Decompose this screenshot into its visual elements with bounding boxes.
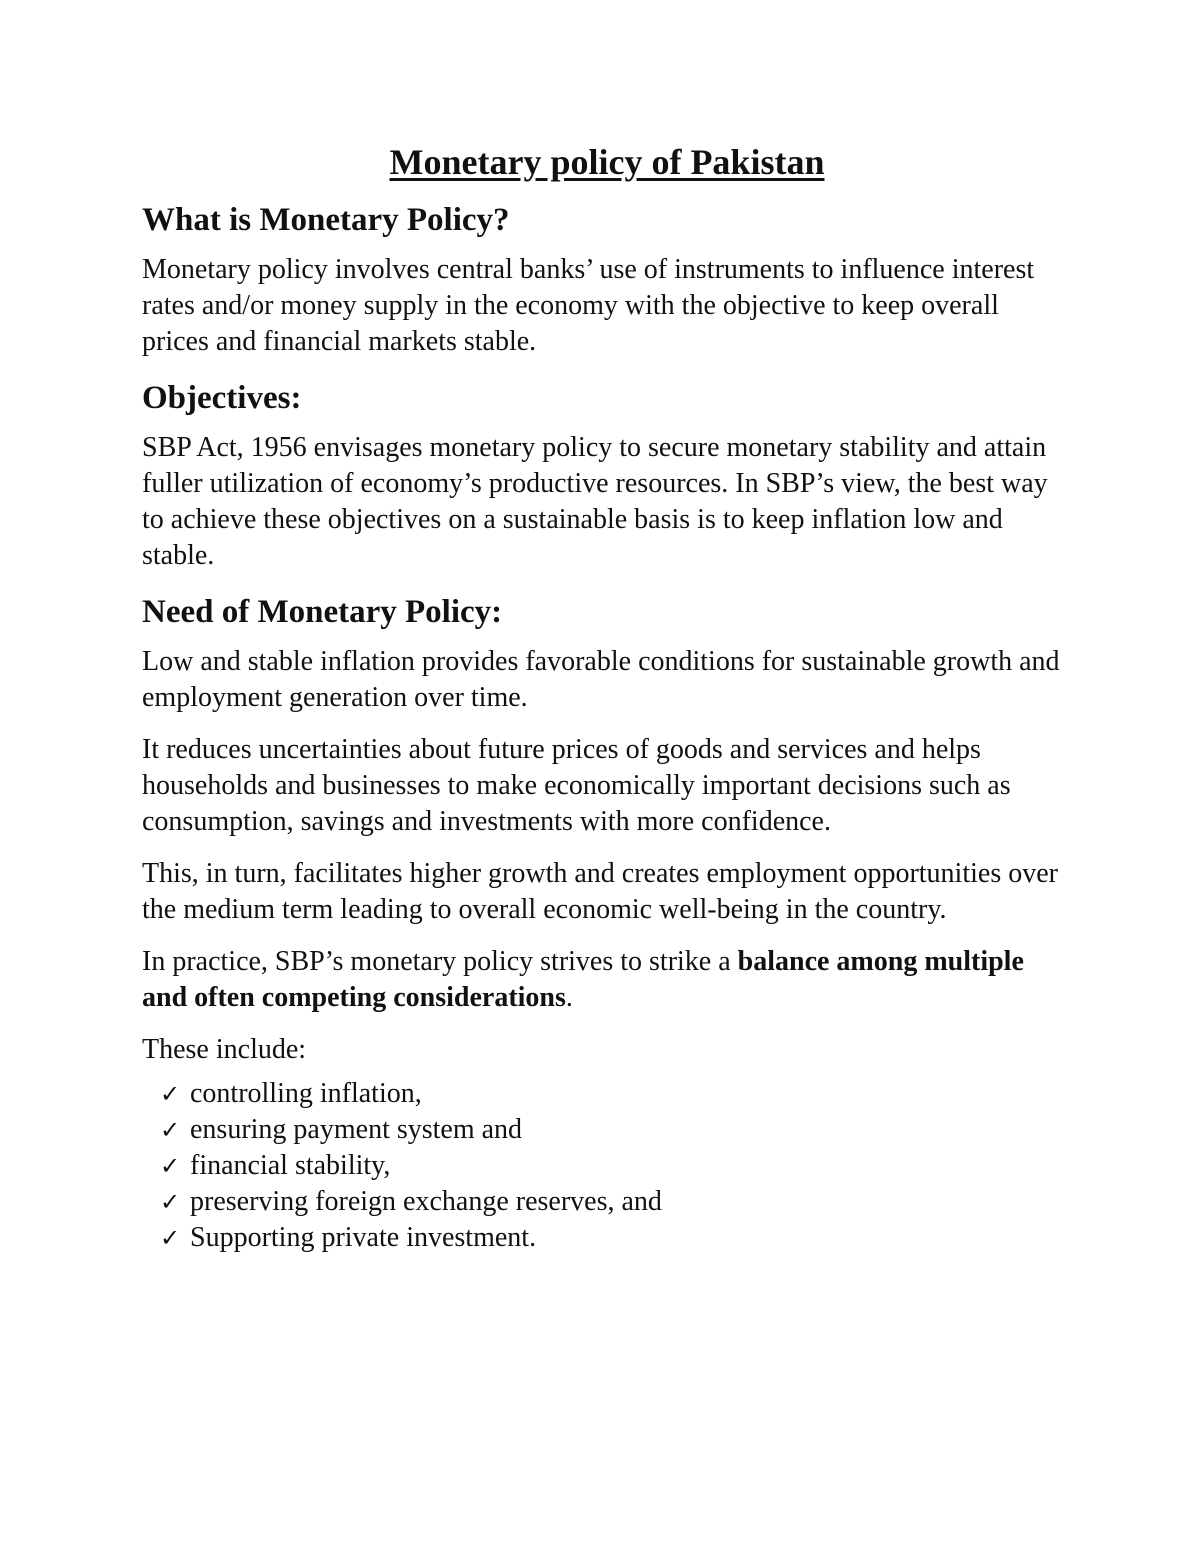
section-need [142,590,1072,1256]
document-title: Monetary policy of Pakistan [389,142,825,182]
list-item [160,1220,1072,1256]
list-item [160,1112,1072,1148]
list-item-text: financial stability, [190,1150,391,1181]
list-item [160,1148,1072,1184]
check-icon: ✓ [160,1224,181,1252]
paragraph-definition: Monetary policy involves central banks’ use of instruments to influence interest rates and/or money supply in the economy with the objective to keep overall prices and financial markets stable. [142,254,1035,357]
practice-tail: . [565,982,573,1013]
list-item [160,1184,1072,1220]
paragraph-need-1: Low and stable inflation provides favorable conditions for sustainable growth and employment generation over time. [142,646,1060,713]
paragraph-need-2: It reduces uncertainties about future prices of goods and services and helps households and businesses to make economically important decisions such as consumption, savings and investments with more confidence. [142,734,1011,837]
section-what-is [142,198,1072,360]
list-item-text: preserving foreign exchange reserves, and [190,1186,662,1217]
practice-bold: balance among multiple and often competing considerations [142,946,1024,1013]
list-intro: These include: [142,1034,307,1065]
paragraph-objectives: SBP Act, 1956 envisages monetary policy to secure monetary stability and attain fuller utilization of economy’s productive resources. In SBP’s view, the best way to achieve these objectives on a sustainable basis is to keep inflation low and stable. [142,432,1048,571]
list-item [160,1076,1072,1112]
check-icon: ✓ [160,1152,181,1180]
considerations-list [160,1076,1072,1256]
section-heading-what-is: What is Monetary Policy? [142,202,510,238]
section-heading-need: Need of Monetary Policy: [142,594,503,630]
list-item-text: controlling inflation, [190,1078,422,1109]
paragraph-need-3: This, in turn, facilitates higher growth and creates employment opportunities over the medium term leading to overall economic well-being in the country. [142,858,1058,925]
section-heading-objectives: Objectives: [142,380,302,416]
paragraph-practice [142,944,1072,1016]
check-icon: ✓ [160,1080,181,1108]
check-icon: ✓ [160,1188,181,1216]
practice-lead: In practice, SBP’s monetary policy strives to strike a [142,946,738,977]
document-page [142,140,1072,1256]
check-icon: ✓ [160,1116,181,1144]
section-objectives [142,376,1072,574]
list-item-text: ensuring payment system and [190,1114,523,1145]
list-item-text: Supporting private investment. [190,1222,537,1253]
